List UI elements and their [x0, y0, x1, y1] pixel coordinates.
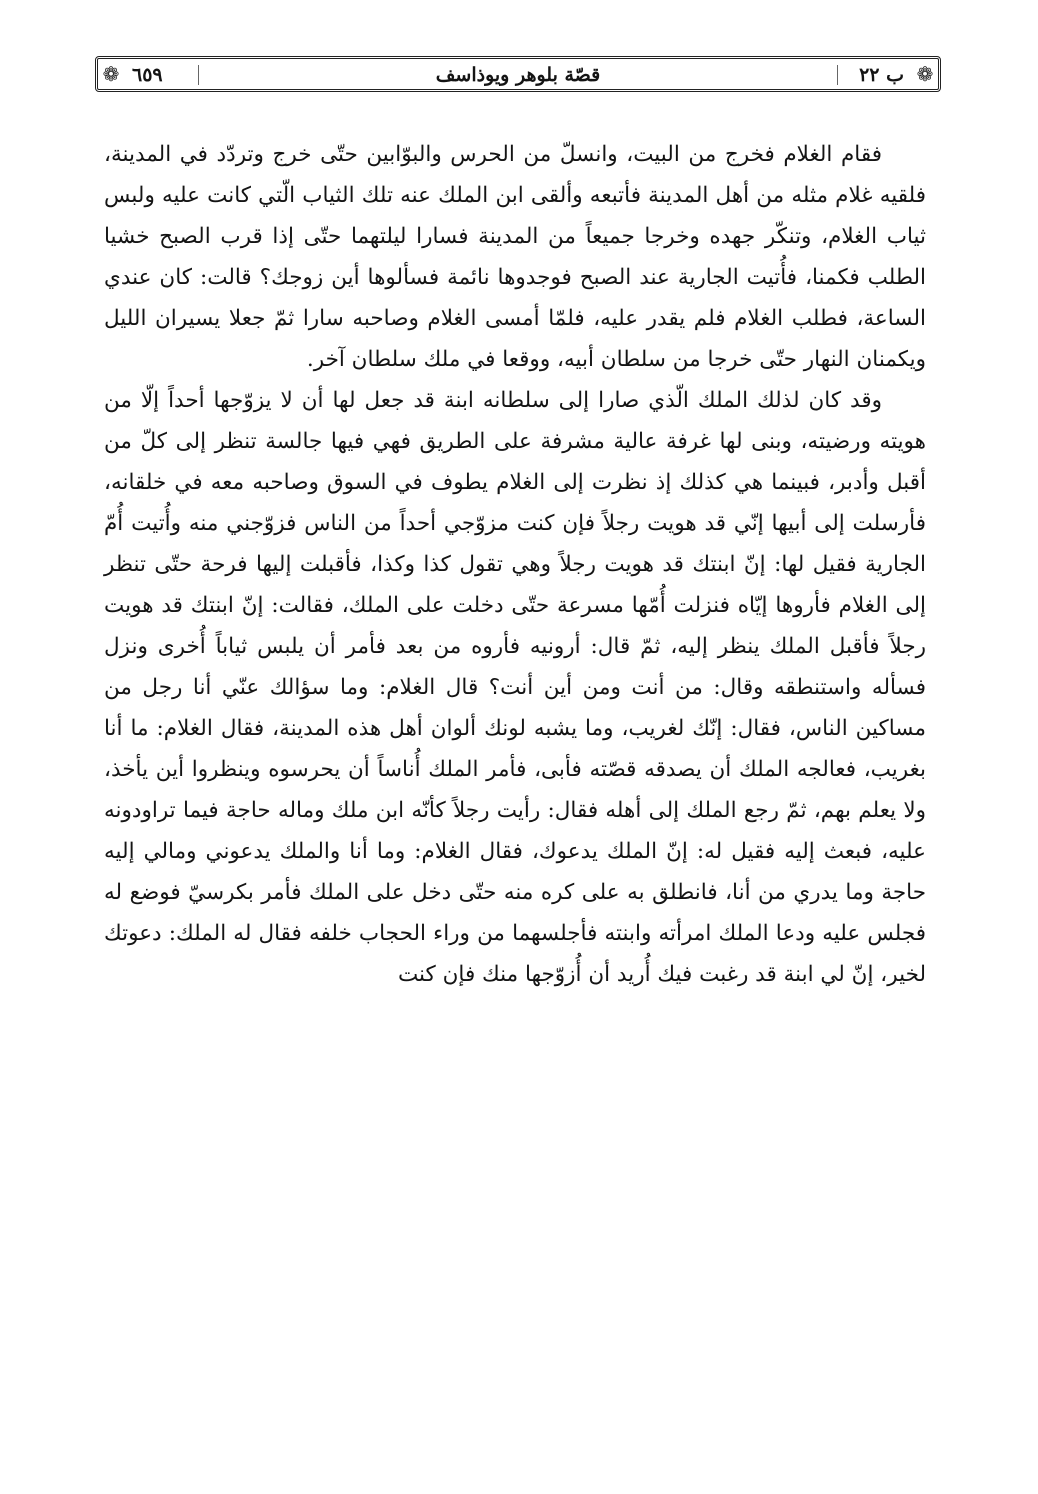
paragraph: فقام الغلام فخرج من البيت، وانسلّ من الحرس والبوّابين حتّى خرج وتردّد في المدينة، فلقيه غلام مثله من أهل المدينة فأتبعه وألقى ابن الملك عنه تلك الثياب الّتي كانت عليه ولبس ثياب الغلام، وتنكّر جهده وخرجا جميعاً من المدينة فسارا ليلتهما حتّى إذا قرب الصبح خشيا الطلب فكمنا، فأُتيت الجارية عند الصبح فوجدوها نائمة فسألوها أين زوجك؟ قالت: كان عندي الساعة، فطلب الغلام فلم يقدر عليه، فلمّا أمسى الغلام وصاحبه سارا ثمّ جعلا يسيران الليل ويكمنان النهار حتّى خرجا من سلطان أبيه، ووقعا في ملك سلطان آخر. — [104, 142, 926, 372]
header-ornament-icon: ❁ — [102, 62, 120, 86]
page-body — [104, 134, 926, 995]
running-header — [95, 56, 941, 92]
page-number: ٦٥٩ — [132, 64, 163, 86]
header-title: قصّة بلوهر ويوذاسف — [435, 64, 601, 86]
paragraph: وقد كان لذلك الملك الّذي صارا إلى سلطانه ابنة قد جعل لها أن لا يزوّجها أحداً إلّا من هويته ورضيته، وبنى لها غرفة عالية مشرفة على الطريق فهي فيها جالسة تنظر إلى كلّ من أقبل وأدبر، فبينما هي كذلك إذ نظرت إلى الغلام يطوف في السوق وصاحبه معه في خلقانه، فأرسلت إلى أبيها إنّي قد هويت رجلاً فإن كنت مزوّجي أحداً من الناس فزوّجني منه وأُتيت أُمّ الجارية فقيل لها: إنّ ابنتك قد هويت رجلاً وهي تقول كذا وكذا، فأقبلت إليها فرحة حتّى تنظر إلى الغلام فأروها إيّاه فنزلت أُمّها مسرعة حتّى دخلت على الملك، فقالت: إنّ ابنتك قد هويت رجلاً فأقبل الملك ينظر إليه، ثمّ قال: أرونيه فأروه من بعد فأمر أن يلبس ثياباً أُخرى ونزل فسأله واستنطقه وقال: من أنت ومن أين أنت؟ قال الغلام: وما سؤالك عنّي أنا رجل من مساكين الناس، فقال: إنّك لغريب، وما يشبه لونك ألوان أهل هذه المدينة، فقال الغلام: ما أنا بغريب، فعالجه الملك أن يصدقه قصّته فأبى، فأمر الملك أُناساً أن يحرسوه وينظروا أين يأخذ، ولا يعلم بهم، ثمّ رجع الملك إلى أهله فقال: رأيت رجلاً كأنّه ابن ملك وماله حاجة فيما تراودونه عليه، فبعث إليه فقيل له: إنّ الملك يدعوك، فقال الغلام: وما أنا والملك يدعوني ومالي إليه حاجة وما يدري من أنا، فانطلق به على كره منه حتّى دخل على الملك فأمر بكرسيّ فوضع له فجلس عليه ودعا الملك امرأته وابنته فأجلسهما من وراء الحجاب خلفه فقال له الملك: دعوتك لخير، إنّ لي ابنة قد رغبت فيك أُريد أن أُزوّجها منك فإن كنت — [104, 388, 926, 987]
header-ornament-icon: ❁ — [916, 62, 934, 86]
header-divider — [837, 65, 838, 85]
chapter-reference: ب ٢٢ — [859, 64, 904, 86]
